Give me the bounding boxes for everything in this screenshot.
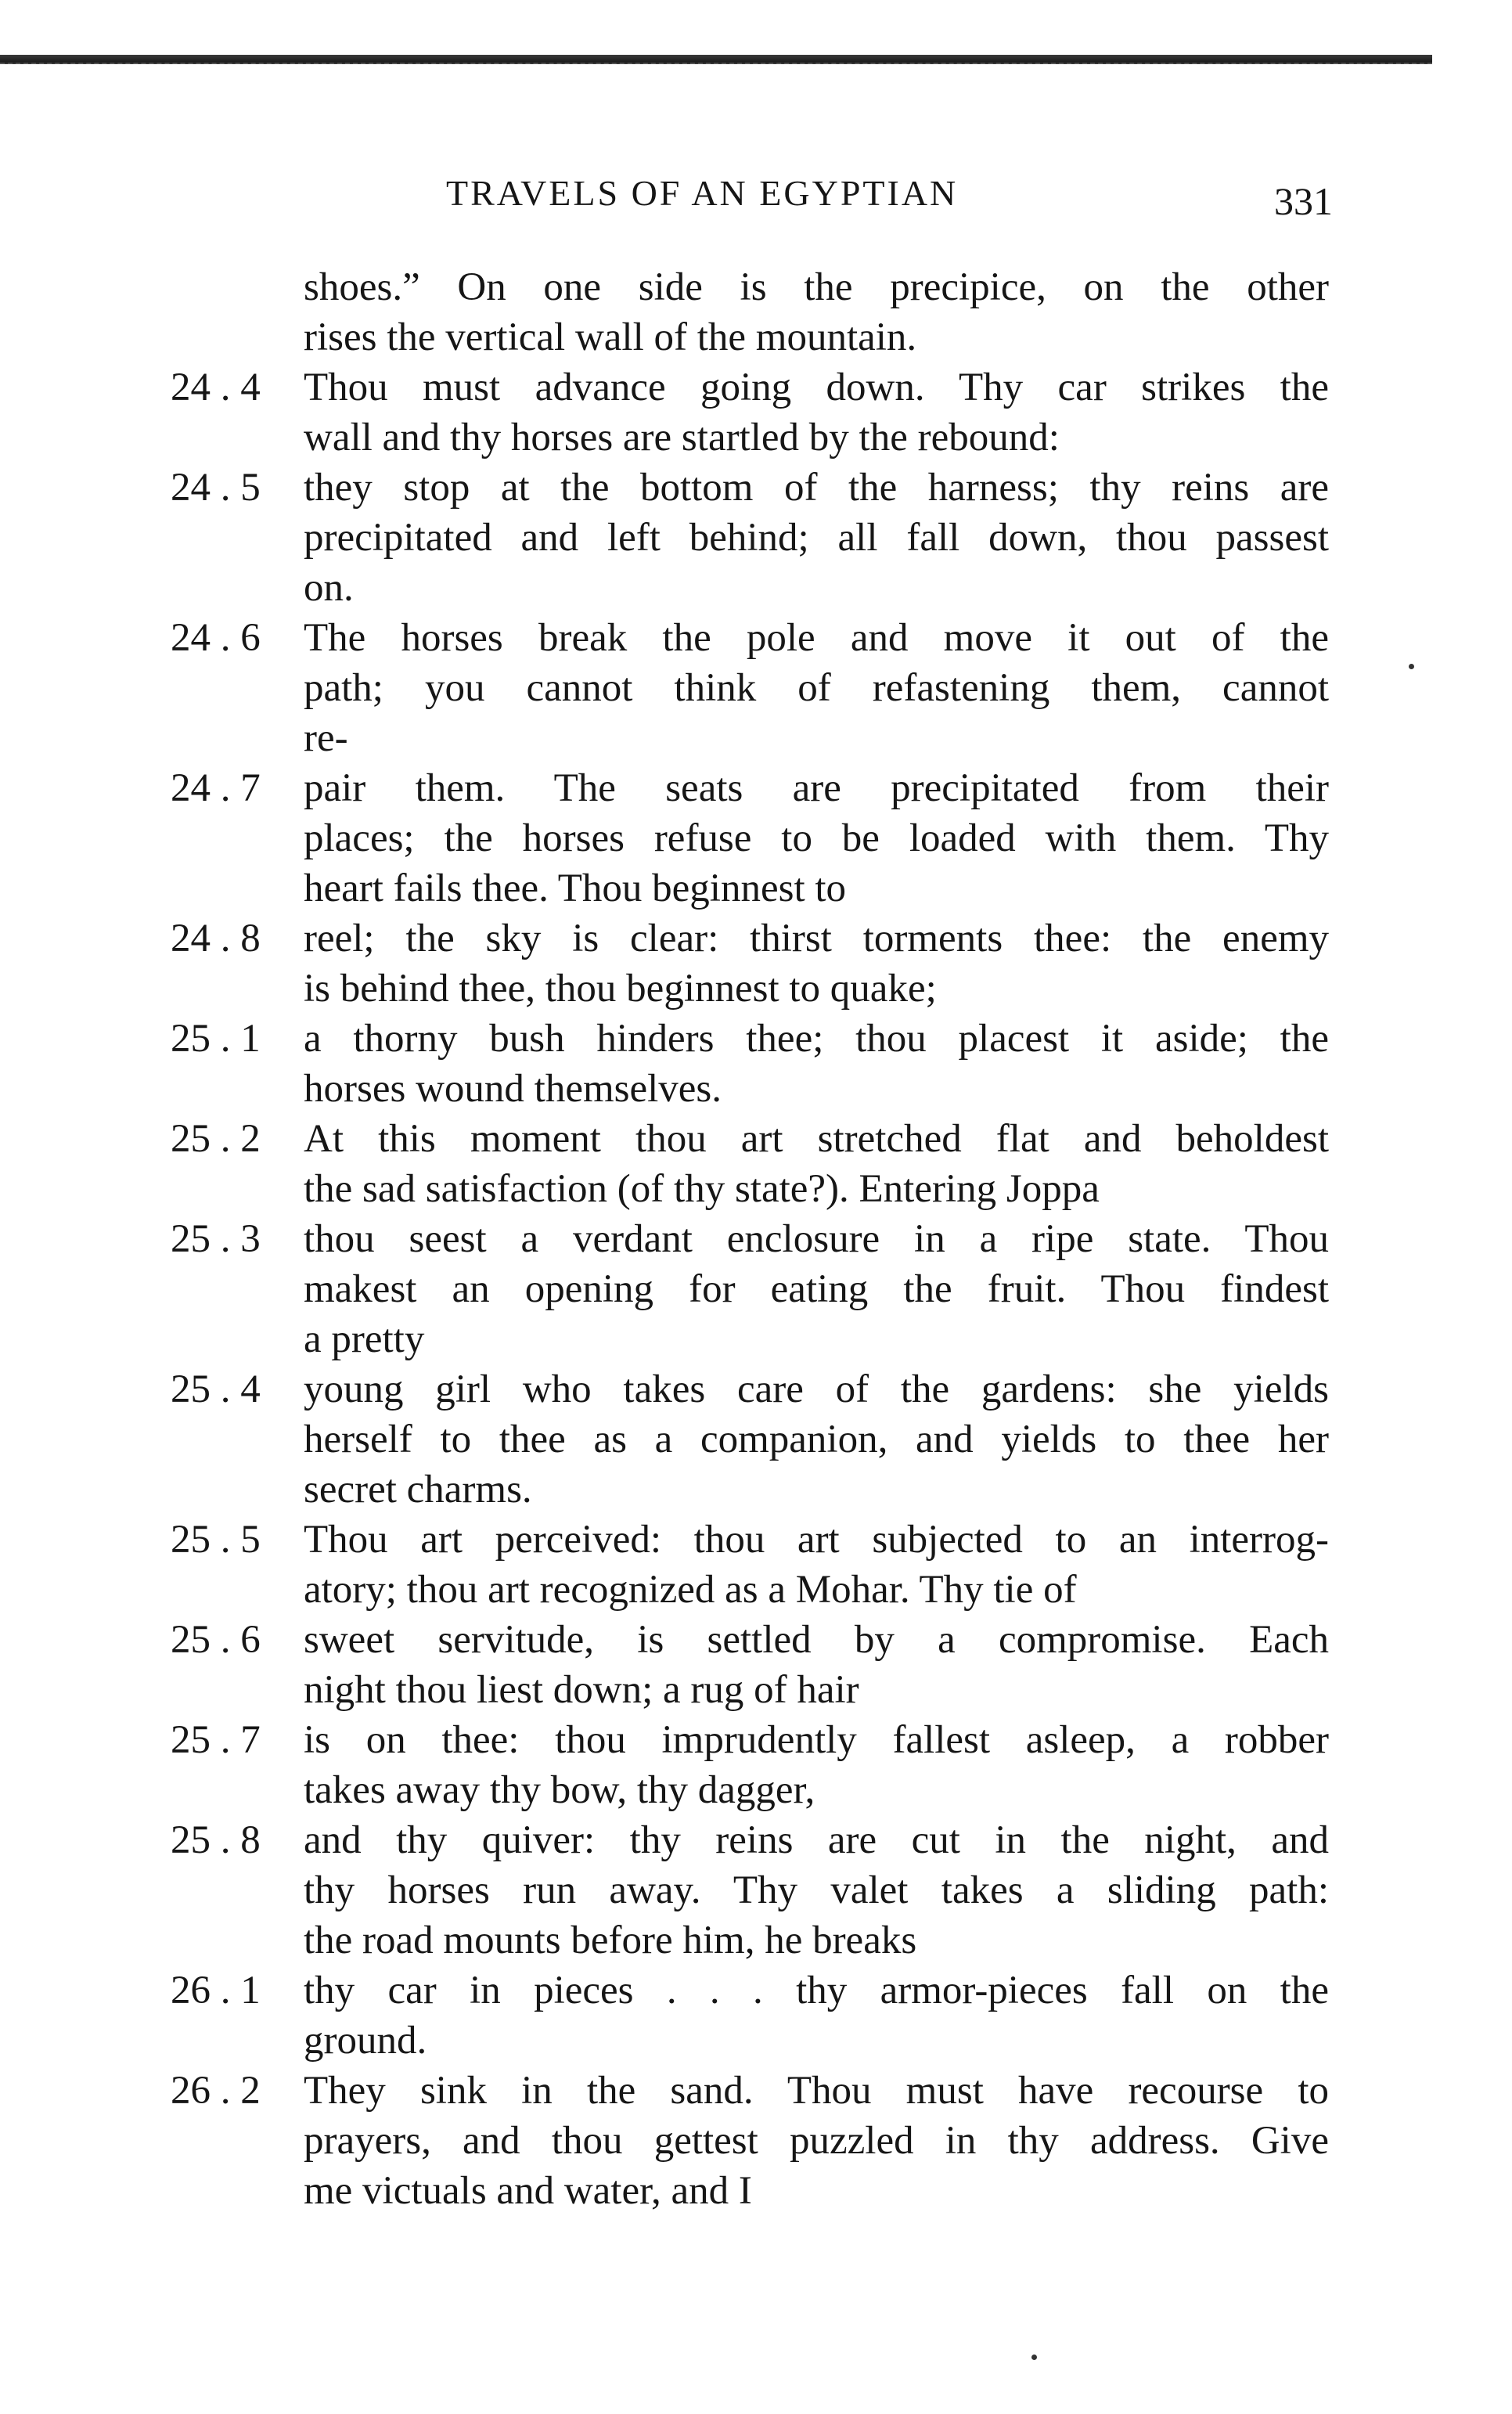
- verse-text: [304, 913, 1329, 1014]
- verse-reference: 24 . 5: [171, 466, 261, 510]
- verse-text: [304, 1815, 1329, 1965]
- verse-entry: [0, 1815, 1512, 1965]
- verse-entry: [0, 1114, 1512, 1214]
- verse-entry: [0, 463, 1512, 613]
- text-line: the sad satisfaction (of thy state?). Entering Joppa: [304, 1167, 1100, 1211]
- print-speck: [1031, 2355, 1037, 2360]
- text-line: thou seest a verdant enclosure in a ripe state. Thou: [304, 1217, 1329, 1261]
- verse-entry: [0, 2066, 1512, 2216]
- verse-reference: 25 . 1: [171, 1017, 261, 1061]
- text-line: They sink in the sand. Thou must have recourse to: [304, 2069, 1329, 2113]
- text-line: horses wound themselves.: [304, 1067, 722, 1111]
- text-line: heart fails thee. Thou beginnest to: [304, 867, 847, 910]
- text-line: night thou liest down; a rug of hair: [304, 1668, 859, 1712]
- text-line: a thorny bush hinders thee; thou placest it aside; the: [304, 1017, 1329, 1061]
- verse-text: [304, 1114, 1329, 1214]
- text-line: and thy quiver: thy reins are cut in the night, and: [304, 1818, 1329, 1862]
- text-line: young girl who takes care of the gardens: she yields: [304, 1367, 1329, 1411]
- verse-entry: [0, 1364, 1512, 1515]
- verse-entry: [0, 1965, 1512, 2066]
- verse-text: [304, 1965, 1329, 2066]
- verse-reference: 26 . 2: [171, 2069, 261, 2113]
- verse-entry: [0, 1214, 1512, 1364]
- text-line: The horses break the pole and move it out of the: [304, 616, 1329, 660]
- page-body: [0, 262, 1512, 2216]
- text-line: reel; the sky is clear: thirst torments thee: the enemy: [304, 917, 1329, 960]
- verse-entry: [0, 1715, 1512, 1815]
- text-line: herself to thee as a companion, and yields to thee her: [304, 1418, 1329, 1461]
- text-line: sweet servitude, is settled by a compromise. Each: [304, 1618, 1329, 1662]
- text-line: path; you cannot think of refastening them, cannot: [304, 666, 1329, 710]
- verse-text: [304, 463, 1329, 613]
- text-line: is behind thee, thou beginnest to quake;: [304, 967, 937, 1011]
- verse-entry: [0, 1515, 1512, 1615]
- text-line: places; the horses refuse to be loaded with them. Thy: [304, 816, 1329, 860]
- verse-reference: 25 . 2: [171, 1117, 261, 1161]
- verse-entry: [0, 262, 1512, 362]
- text-line: ground.: [304, 2019, 427, 2063]
- text-line: Thou must advance going down. Thy car strikes the: [304, 366, 1329, 409]
- verse-entry: [0, 1014, 1512, 1114]
- verse-text: [304, 262, 1329, 362]
- text-line: is on thee: thou imprudently fallest asleep, a robber: [304, 1718, 1329, 1762]
- verse-text: [304, 1715, 1329, 1815]
- verse-reference: 25 . 4: [171, 1367, 261, 1411]
- text-line: pair them. The seats are precipitated from their: [304, 766, 1329, 810]
- top-border-rule: [0, 55, 1432, 64]
- text-line: wall and thy horses are startled by the rebound:: [304, 416, 1060, 459]
- verse-reference: 24 . 4: [171, 366, 261, 409]
- verse-text: [304, 1364, 1329, 1515]
- text-line: on.: [304, 566, 354, 610]
- verse-reference: 25 . 3: [171, 1217, 261, 1261]
- running-head: TRAVELS OF AN EGYPTIAN: [446, 173, 959, 213]
- text-line: shoes.” On one side is the precipice, on the other: [304, 265, 1329, 309]
- verse-text: [304, 1214, 1329, 1364]
- verse-entry: [0, 913, 1512, 1014]
- verse-text: [304, 1615, 1329, 1715]
- verse-entry: [0, 362, 1512, 463]
- verse-text: [304, 2066, 1329, 2216]
- text-line: takes away thy bow, thy dagger,: [304, 1768, 815, 1812]
- verse-entry: [0, 1615, 1512, 1715]
- verse-reference: 24 . 6: [171, 616, 261, 660]
- verse-reference: 25 . 8: [171, 1818, 261, 1862]
- verse-entry: [0, 613, 1512, 763]
- text-line: makest an opening for eating the fruit. Thou findest: [304, 1267, 1329, 1311]
- text-line: At this moment thou art stretched flat and beholdest: [304, 1117, 1329, 1161]
- text-line: the road mounts before him, he breaks: [304, 1919, 917, 1962]
- verse-text: [304, 1014, 1329, 1114]
- verse-reference: 24 . 8: [171, 917, 261, 960]
- page-number: 331: [1274, 179, 1333, 223]
- verse-text: [304, 613, 1329, 763]
- text-line: re-: [304, 716, 348, 760]
- text-line: they stop at the bottom of the harness; thy reins are: [304, 466, 1329, 510]
- verse-reference: 24 . 7: [171, 766, 261, 810]
- text-line: precipitated and left behind; all fall down, thou passest: [304, 516, 1329, 560]
- verse-reference: 25 . 7: [171, 1718, 261, 1762]
- text-line: rises the vertical wall of the mountain.: [304, 315, 917, 359]
- verse-text: [304, 763, 1329, 913]
- page-header: [0, 172, 1512, 235]
- verse-text: [304, 362, 1329, 463]
- verse-reference: 25 . 5: [171, 1518, 261, 1562]
- text-line: thy car in pieces . . . thy armor-pieces fall on the: [304, 1969, 1329, 2012]
- text-line: atory; thou art recognized as a Mohar. Thy tie of: [304, 1568, 1077, 1612]
- text-line: Thou art perceived: thou art subjected to an interrog-: [304, 1518, 1329, 1562]
- text-line: me victuals and water, and I: [304, 2169, 752, 2213]
- print-speck: [1409, 664, 1414, 669]
- text-line: a pretty: [304, 1317, 425, 1361]
- text-line: secret charms.: [304, 1468, 532, 1511]
- verse-reference: 25 . 6: [171, 1618, 261, 1662]
- text-line: thy horses run away. Thy valet takes a sliding path:: [304, 1868, 1329, 1912]
- verse-reference: 26 . 1: [171, 1969, 261, 2012]
- text-line: prayers, and thou gettest puzzled in thy address. Give: [304, 2119, 1329, 2163]
- verse-entry: [0, 763, 1512, 913]
- verse-text: [304, 1515, 1329, 1615]
